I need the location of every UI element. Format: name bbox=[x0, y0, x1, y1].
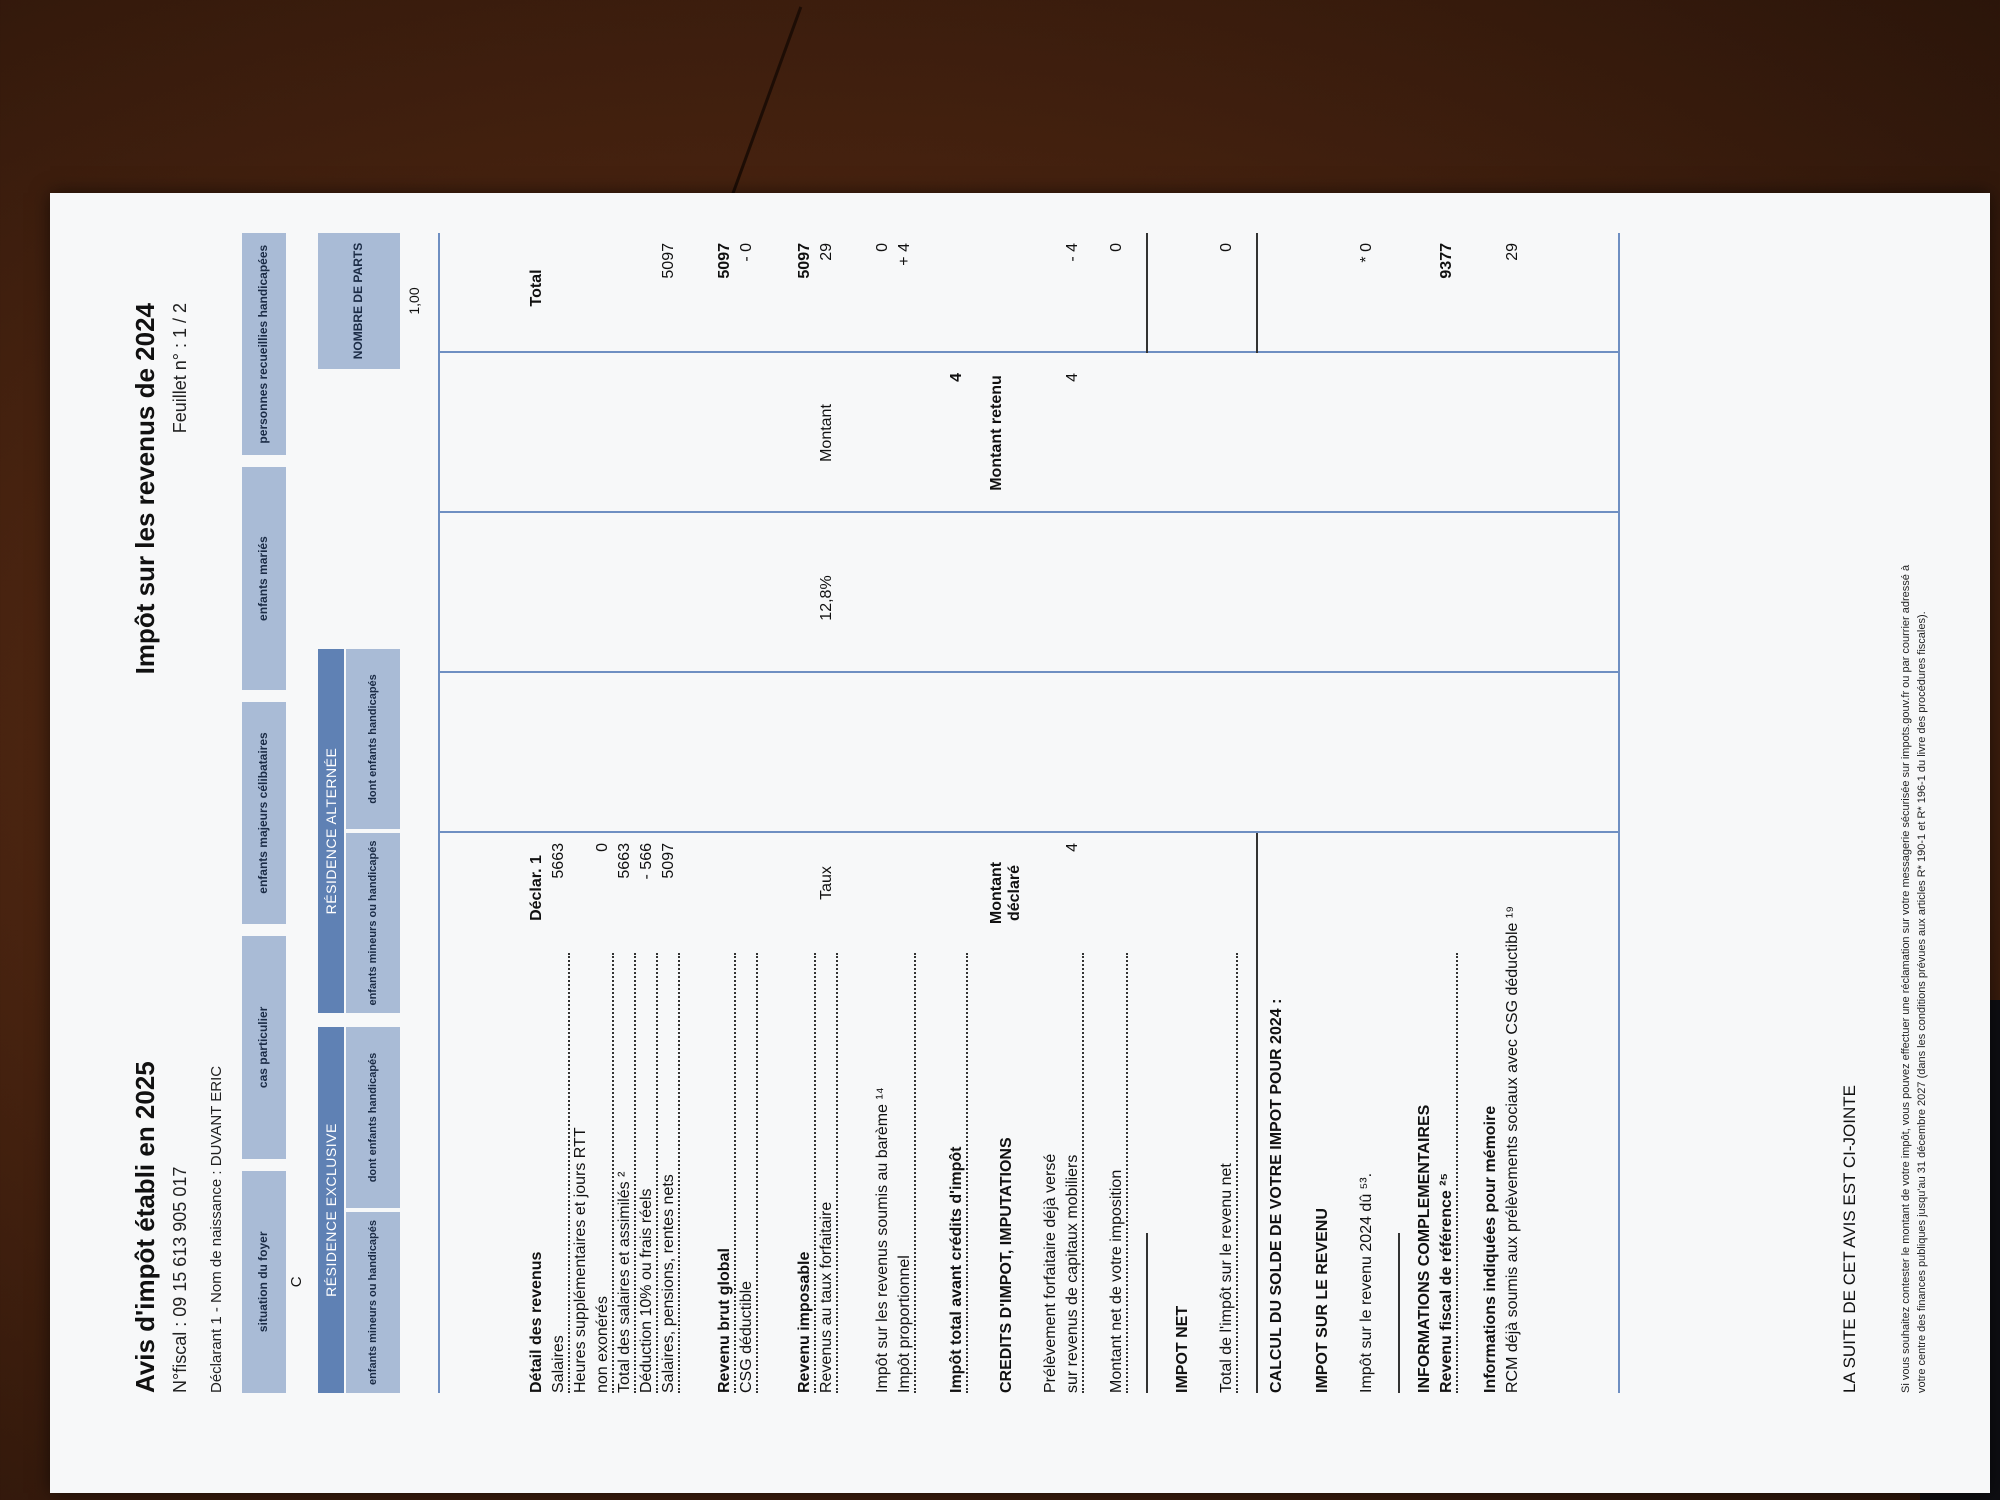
income-tax-subtitle: IMPOT SUR LE REVENU bbox=[1314, 1208, 1331, 1393]
rcm-value: 29 bbox=[1504, 243, 1521, 261]
taxable-income-label: Revenu imposable bbox=[796, 953, 816, 1393]
credits-title: CREDITS D'IMPOT, IMPUTATIONS bbox=[998, 1137, 1015, 1393]
income-label: Heures supplémentaires et jours RTT bbox=[572, 1127, 589, 1393]
gross-income-value: 5097 bbox=[716, 243, 733, 279]
household-value-row bbox=[288, 233, 310, 1393]
csg-label: CSG déductible bbox=[738, 953, 758, 1393]
memo-info-title: Informations indiquées pour mémoire bbox=[1482, 1105, 1499, 1393]
declarant-column-header: Déclar. 1 bbox=[528, 855, 545, 921]
flat-levy-retained: 4 bbox=[1064, 373, 1081, 382]
net-salaries-total: 5097 bbox=[660, 243, 677, 279]
single-adult-children-header: enfants majeurs célibataires bbox=[242, 702, 286, 924]
section-rule bbox=[1256, 833, 1258, 1393]
reference-income-label: Revenu fiscal de référence ²⁵ bbox=[1438, 953, 1458, 1393]
special-case-value bbox=[288, 936, 310, 1158]
taxable-income-value: 5097 bbox=[796, 243, 813, 279]
tax-before-credits-value: 4 bbox=[948, 373, 965, 382]
retained-amount-header: Montant retenu bbox=[988, 375, 1005, 491]
col-rule bbox=[438, 351, 1618, 353]
household-status-value: C bbox=[288, 1276, 305, 1288]
fiscal-number: N°fiscal : 09 15 613 905 017 bbox=[170, 1166, 190, 1393]
alternate-minor-children: enfants mineurs ou handicapés bbox=[346, 833, 400, 1013]
income-table bbox=[438, 233, 1938, 1393]
flat-rate-income-value: 29 bbox=[818, 243, 835, 261]
col-rule bbox=[438, 831, 1618, 833]
net-income-tax-label: Total de l'impôt sur le revenu net bbox=[1218, 953, 1238, 1393]
scale-tax-value: 0 bbox=[874, 243, 891, 252]
total-salaries-value: 5663 bbox=[616, 843, 633, 879]
parts-header: NOMBRE DE PARTS bbox=[318, 233, 400, 369]
alternate-residence-header: RÉSIDENCE ALTERNÉE bbox=[318, 649, 344, 1013]
income-year-title: Impôt sur les revenus de 2024 bbox=[130, 303, 160, 675]
net-salaries-value: 5097 bbox=[660, 843, 677, 879]
short-rule bbox=[1398, 1233, 1400, 1393]
income-label: Déduction 10% ou frais réels bbox=[638, 953, 658, 1393]
household-status-header: situation du foyer bbox=[242, 1171, 286, 1393]
additional-info-title: INFORMATIONS COMPLEMENTAIRES bbox=[1416, 1104, 1433, 1393]
flat-levy-label-line2: sur revenus de capitaux mobiliers bbox=[1064, 953, 1084, 1393]
household-header-row bbox=[242, 233, 286, 1393]
declarant-name: Déclarant 1 - Nom de naissance : DUVANT ERIC bbox=[208, 1065, 225, 1393]
parts-value: 1,00 bbox=[406, 287, 422, 315]
income-label: Salaires, pensions, rentes nets bbox=[660, 953, 680, 1393]
exclusive-disabled-children: dont enfants handicapés bbox=[346, 1027, 400, 1208]
rate-value: 12,8% bbox=[818, 575, 835, 621]
table-bottom-rule bbox=[1618, 233, 1620, 1393]
balance-calculation-title: CALCUL DU SOLDE DE VOTRE IMPOT POUR 2024 : bbox=[1268, 998, 1285, 1393]
special-case-header: cas particulier bbox=[242, 936, 286, 1158]
deduction-value: - 566 bbox=[638, 843, 655, 880]
exclusive-residence-block bbox=[318, 1027, 398, 1393]
disabled-persons-value bbox=[288, 233, 310, 455]
income-label: non exonérés bbox=[594, 953, 614, 1393]
proportional-tax-value: + 4 bbox=[896, 243, 913, 266]
net-income-tax-value: 0 bbox=[1218, 243, 1235, 252]
net-tax-title: IMPOT NET bbox=[1174, 1305, 1191, 1393]
income-detail-title: Détail des revenus bbox=[528, 1251, 545, 1393]
tax-due-value: * 0 bbox=[1358, 243, 1375, 263]
flat-levy-total: - 4 bbox=[1064, 243, 1081, 262]
table-top-rule bbox=[438, 233, 440, 1393]
income-label: Total des salaires et assimilés ² bbox=[616, 953, 636, 1393]
gross-income-label: Revenu brut global bbox=[716, 953, 736, 1393]
alternate-disabled-children: dont enfants handicapés bbox=[346, 649, 400, 829]
sheet-number: Feuillet n° : 1 / 2 bbox=[170, 303, 190, 434]
notice-title: Avis d'impôt établi en 2025 bbox=[130, 1061, 160, 1393]
short-rule bbox=[1146, 233, 1148, 353]
declared-amount-header: Montant déclaré bbox=[988, 861, 1023, 925]
short-rule bbox=[1146, 1233, 1148, 1393]
col-rule bbox=[438, 671, 1618, 673]
rcm-label: RCM déjà soumis aux prélèvements sociaux avec CSG déductible ¹⁹ bbox=[1504, 905, 1521, 1393]
married-children-value bbox=[288, 467, 310, 689]
table-seam bbox=[721, 6, 802, 223]
continuation-note: LA SUITE DE CET AVIS EST CI-JOINTE bbox=[1840, 1085, 1859, 1393]
single-adult-children-value bbox=[288, 702, 310, 924]
married-children-header: enfants mariés bbox=[242, 467, 286, 689]
tax-before-credits-label: Impôt total avant crédits d'impôt bbox=[948, 953, 968, 1393]
flat-levy-label-line1: Prélèvement forfaitaire déjà versé bbox=[1042, 1153, 1059, 1393]
overtime-value: 0 bbox=[594, 843, 611, 852]
proportional-tax-label: Impôt proportionnel bbox=[896, 953, 916, 1393]
alternate-residence-block bbox=[318, 649, 398, 1013]
salaries-value: 5663 bbox=[550, 843, 567, 879]
rate-column-header: Taux bbox=[818, 866, 835, 900]
amount-column-header: Montant bbox=[818, 404, 835, 462]
short-rule bbox=[1256, 233, 1258, 353]
footer-line-2: votre centre des finances publiques jusqu'au 31 décembre 2027 (dans les conditions prévues aux articles R* 190-1 et R* 196-1 du livre des procédures fiscales). bbox=[1916, 611, 1928, 1393]
flat-rate-income-label: Revenus au taux forfaitaire bbox=[818, 953, 838, 1393]
disabled-persons-header: personnes recueillies handicapées bbox=[242, 233, 286, 455]
net-tax-amount-value: 0 bbox=[1108, 243, 1125, 252]
net-tax-amount-label: Montant net de votre imposition bbox=[1108, 953, 1128, 1393]
tax-due-label: Impôt sur le revenu 2024 dû ⁵³. bbox=[1358, 1172, 1375, 1393]
reference-income-value: 9377 bbox=[1438, 243, 1455, 279]
flat-levy-declared: 4 bbox=[1064, 843, 1081, 852]
exclusive-minor-children: enfants mineurs ou handicapés bbox=[346, 1212, 400, 1393]
exclusive-residence-header: RÉSIDENCE EXCLUSIVE bbox=[318, 1027, 344, 1393]
scale-tax-label: Impôt sur les revenus soumis au barème ¹⁴ bbox=[874, 1087, 891, 1393]
col-rule bbox=[438, 511, 1618, 513]
total-column-header: Total bbox=[528, 269, 545, 307]
income-label: Salaires bbox=[550, 953, 570, 1393]
footer-line-1: Si vous souhaitez contester le montant de votre impôt, vous pouvez effectuer une réclamation sur votre messagerie sécurisée sur impots.gouv.fr ou par courrier adressé à bbox=[1900, 564, 1912, 1393]
tax-notice-page bbox=[50, 193, 1990, 1493]
csg-value: - 0 bbox=[738, 243, 755, 262]
